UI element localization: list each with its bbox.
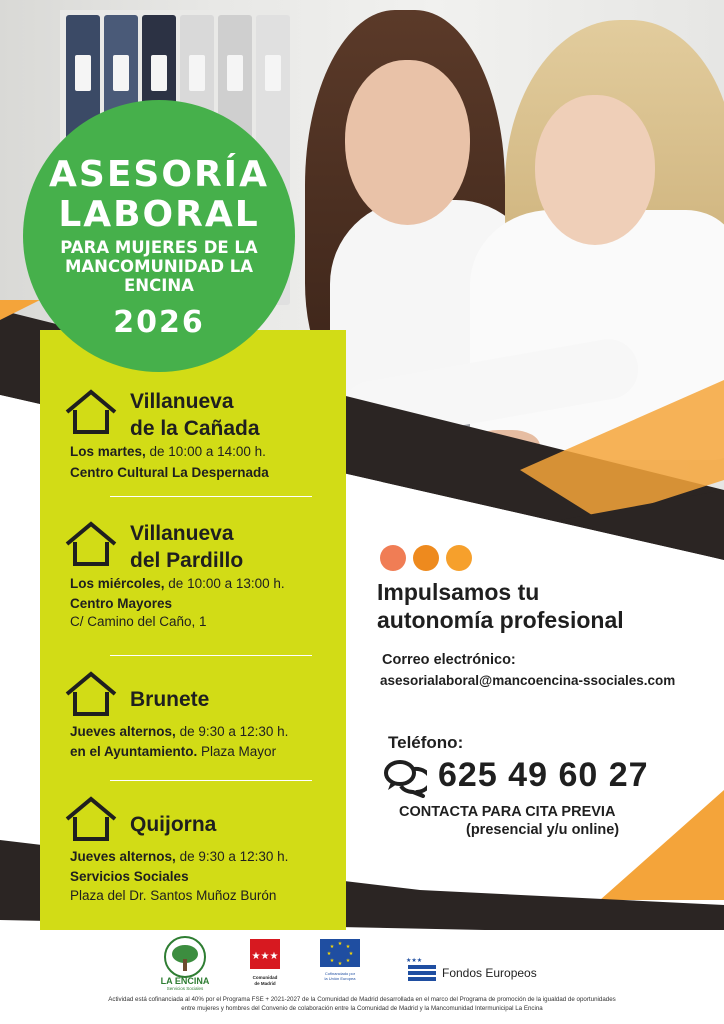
- location-name: Quijorna: [130, 813, 217, 836]
- locations-panel: [40, 330, 346, 930]
- location-schedule: Jueves alternos, de 9:30 a 12:30 h.: [70, 724, 289, 739]
- location-place: Centro Mayores: [70, 596, 173, 611]
- svg-text:★: ★: [345, 958, 351, 964]
- svg-text:★: ★: [337, 941, 343, 947]
- location-name: Villanueva del Pardillo: [130, 522, 244, 572]
- title-subtitle: PARA MUJERES DE LA MANCOMUNIDAD LA ENCINA: [60, 238, 258, 295]
- svg-text:★: ★: [348, 951, 354, 957]
- location-place: Servicios Sociales: [70, 869, 189, 884]
- cta-line1: CONTACTA PARA CITA PREVIA: [399, 804, 616, 820]
- location-place: Centro Cultural La Despernada: [70, 465, 269, 480]
- divider: [110, 496, 312, 497]
- location-address: Plaza del Dr. Santos Muñoz Burón: [70, 888, 277, 903]
- house-icon: [64, 520, 118, 566]
- cta-line2: (presencial y/u online): [466, 822, 620, 838]
- svg-text:de Madrid: de Madrid: [254, 981, 276, 986]
- location-address: C/ Camino del Caño, 1: [70, 614, 207, 629]
- la-encina-logo: [150, 935, 220, 991]
- location-schedule: Jueves alternos, de 9:30 a 12:30 h.: [70, 849, 289, 864]
- svg-text:★: ★: [329, 958, 335, 964]
- svg-text:Servicios Sociales: Servicios Sociales: [166, 986, 204, 991]
- location-place: en el Ayuntamiento. Plaza Mayor: [70, 744, 277, 759]
- chat-bubbles-icon: [383, 758, 427, 798]
- svg-text:★★★: ★★★: [251, 951, 279, 962]
- house-icon: [64, 670, 118, 716]
- title-badge: [23, 100, 295, 372]
- title-line1: ASESORÍA: [49, 154, 269, 195]
- svg-text:Cofinanciado por: Cofinanciado por: [324, 971, 356, 976]
- svg-text:★★★: ★★★: [406, 957, 423, 964]
- svg-text:Comunidad: Comunidad: [252, 975, 278, 980]
- divider: [110, 655, 312, 656]
- email-address[interactable]: asesorialaboral@mancoencina-ssociales.com: [380, 673, 676, 688]
- phone-label: Teléfono:: [388, 733, 464, 752]
- sponsor-logos: [0, 935, 724, 995]
- location-schedule: Los martes, de 10:00 a 14:00 h.: [70, 444, 266, 459]
- eu-logo: [315, 935, 365, 991]
- svg-text:la Unión Europea: la Unión Europea: [324, 976, 356, 981]
- svg-text:Fondos Europeos: Fondos Europeos: [442, 966, 537, 980]
- svg-text:★: ★: [329, 944, 335, 950]
- email-label: Correo electrónico:: [382, 652, 516, 668]
- comunidad-madrid-logo: [248, 935, 282, 991]
- location-schedule: Los miércoles, de 10:00 a 13:00 h.: [70, 576, 285, 591]
- location-name: Villanueva de la Cañada: [130, 390, 260, 440]
- location-name: Brunete: [130, 688, 210, 711]
- svg-text:★: ★: [337, 961, 343, 967]
- phone-number[interactable]: 625 49 60 27: [438, 756, 649, 794]
- dot-icon: [413, 545, 439, 571]
- fondos-europeos-logo: [402, 953, 542, 993]
- funding-footnote: Actividad está cofinanciada al 40% por el Programa FSE + 2021-2027 de la Comunidad de Madrid desarrollada en el marco del Programa de promoción de la igualdad de oportunidades entre mujeres y hombres del Convenio de colaboración entre la Comunidad de Madrid y la Mancomunidad Intermunicipal La Encina: [108, 996, 616, 1012]
- house-icon: [64, 388, 118, 434]
- title-year: 2026: [113, 305, 205, 340]
- svg-text:★: ★: [345, 944, 351, 950]
- dot-icon: [446, 545, 472, 571]
- slogan: Impulsamos tu autonomía profesional: [377, 579, 624, 633]
- svg-text:LA ENCINA: LA ENCINA: [160, 976, 210, 986]
- svg-text:★: ★: [326, 951, 332, 957]
- dot-icon: [380, 545, 406, 571]
- divider: [110, 780, 312, 781]
- house-icon: [64, 795, 118, 841]
- title-line2: LABORAL: [58, 194, 260, 235]
